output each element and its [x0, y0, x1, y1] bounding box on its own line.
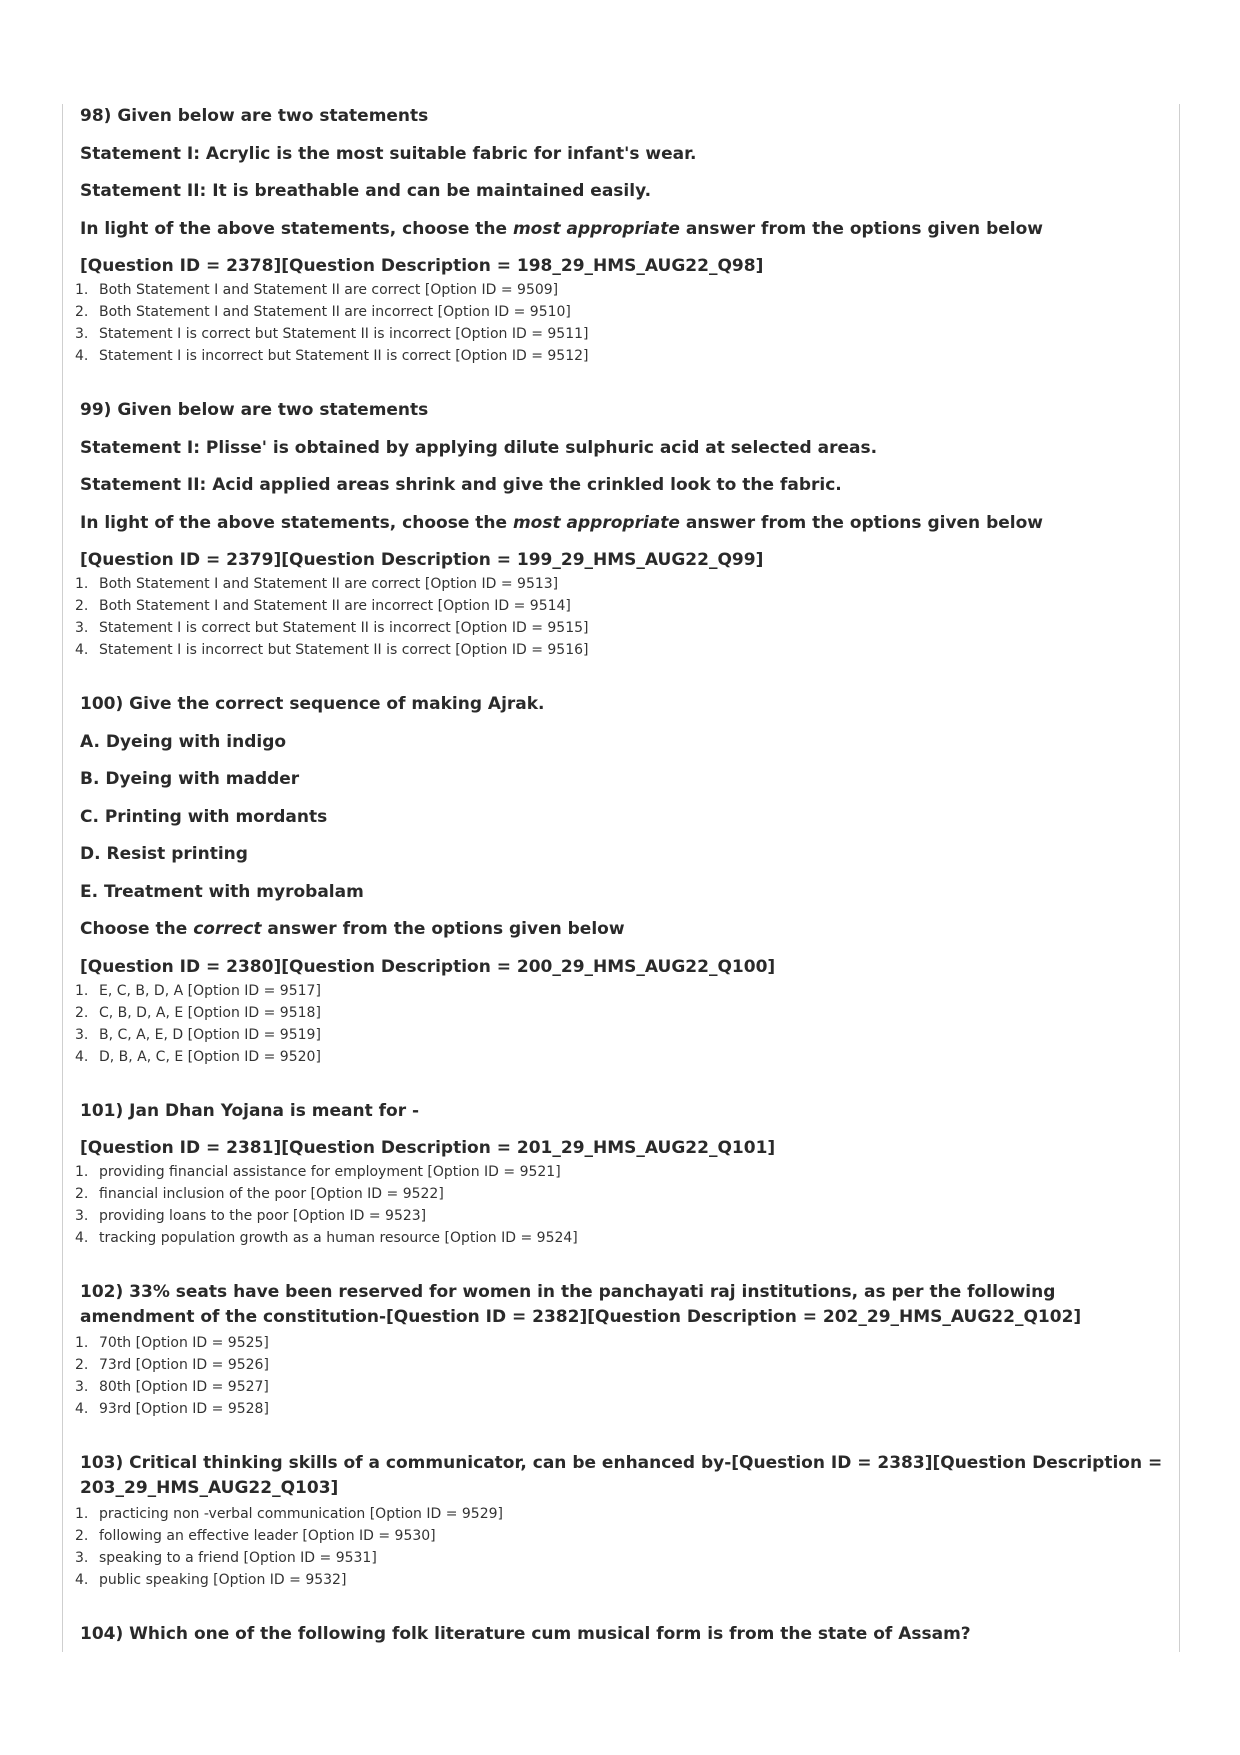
option-text: providing financial assistance for employment [Option ID = 9521] — [99, 1164, 561, 1180]
question-head: 100) Give the correct sequence of making Ajrak. — [80, 694, 545, 714]
question-gap — [80, 1591, 1165, 1622]
option-item — [75, 1332, 1165, 1354]
question-104 — [80, 1622, 1165, 1647]
sequence-step: B. Dyeing with madder — [80, 769, 300, 789]
option-number: 2. — [75, 1004, 89, 1021]
option-number: 4. — [75, 1401, 89, 1417]
option-item — [75, 1161, 1165, 1183]
option-item — [75, 1569, 1165, 1591]
question-101 — [75, 1099, 1165, 1250]
question-meta: [Question ID = 2380][Question Description = 200_29_HMS_AUG22_Q100] — [80, 956, 776, 977]
option-text: practicing non -verbal communication [Option ID = 9529] — [99, 1506, 503, 1522]
option-number: 1. — [75, 982, 89, 999]
option-number: 3. — [75, 326, 89, 342]
option-text: following an effective leader [Option ID = 9530] — [99, 1528, 436, 1544]
option-number: 1. — [75, 576, 89, 592]
instruction-emphasis: most appropriate — [512, 218, 680, 239]
option-number: 2. — [75, 1528, 89, 1544]
option-text: E, C, B, D, A [Option ID = 9517] — [99, 982, 321, 999]
option-number: 3. — [75, 1208, 89, 1224]
option-list — [75, 279, 1165, 367]
option-text: Both Statement I and Statement II are correct [Option ID = 9509] — [99, 282, 559, 298]
instruction-pre: In light of the above statements, choose the — [80, 218, 513, 239]
option-text: Statement I is incorrect but Statement II is correct [Option ID = 9512] — [99, 348, 589, 364]
question-head: 101) Jan Dhan Yojana is meant for - — [80, 1100, 420, 1121]
option-text: Both Statement I and Statement II are incorrect [Option ID = 9514] — [99, 598, 571, 614]
option-item — [75, 1024, 1165, 1046]
option-item — [75, 279, 1165, 301]
option-text: speaking to a friend [Option ID = 9531] — [99, 1550, 377, 1566]
question-head: 104) Which one of the following folk literature cum musical form is from the state of Assam? — [80, 1624, 971, 1644]
instruction-emphasis: most appropriate — [512, 512, 680, 533]
option-list — [75, 1503, 1165, 1591]
question-gap — [80, 1249, 1165, 1280]
question-gap — [80, 1420, 1165, 1451]
option-number: 4. — [75, 1048, 89, 1065]
question-head: 99) Given below are two statements — [80, 400, 429, 420]
option-number: 1. — [75, 282, 89, 298]
option-number: 3. — [75, 1379, 89, 1395]
option-item — [75, 1547, 1165, 1569]
instruction-line — [80, 917, 1165, 942]
option-text: B, C, A, E, D [Option ID = 9519] — [99, 1026, 321, 1043]
option-number: 4. — [75, 348, 89, 364]
option-item — [75, 345, 1165, 367]
option-number: 1. — [75, 1506, 89, 1522]
question-gap — [80, 661, 1165, 692]
option-text: tracking population growth as a human resource [Option ID = 9524] — [99, 1230, 578, 1246]
option-item — [75, 1398, 1165, 1420]
question-meta: [Question ID = 2379][Question Description = 199_29_HMS_AUG22_Q99] — [80, 550, 764, 570]
option-text: Both Statement I and Statement II are incorrect [Option ID = 9510] — [99, 304, 571, 320]
question-meta: [Question ID = 2378][Question Description = 198_29_HMS_AUG22_Q98] — [80, 256, 764, 276]
statement-line: Statement II: It is breathable and can be maintained easily. — [80, 181, 652, 201]
option-item — [75, 1376, 1165, 1398]
option-number: 4. — [75, 1230, 89, 1246]
sequence-step: A. Dyeing with indigo — [80, 731, 287, 752]
option-item — [75, 1205, 1165, 1227]
option-text: 70th [Option ID = 9525] — [99, 1335, 269, 1351]
sequence-step: D. Resist printing — [80, 844, 248, 864]
question-gap — [80, 1068, 1165, 1099]
statement-line: Statement I: Acrylic is the most suitable fabric for infant's wear. — [80, 143, 697, 164]
instruction-line — [80, 217, 1165, 242]
option-text: 73rd [Option ID = 9526] — [99, 1357, 269, 1373]
statement-line: Statement I: Plisse' is obtained by applying dilute sulphuric acid at selected areas. — [80, 437, 878, 458]
option-number: 3. — [75, 1026, 89, 1043]
instruction-pre: In light of the above statements, choose the — [80, 512, 513, 533]
option-number: 3. — [75, 1550, 89, 1566]
option-item — [75, 301, 1165, 323]
option-item — [75, 1183, 1165, 1205]
option-number: 3. — [75, 620, 89, 636]
option-number: 4. — [75, 1572, 89, 1588]
option-item — [75, 1525, 1165, 1547]
option-item — [75, 1046, 1165, 1068]
sequence-step: C. Printing with mordants — [80, 806, 328, 827]
option-item — [75, 1503, 1165, 1525]
option-number: 2. — [75, 1357, 89, 1373]
option-list — [75, 573, 1165, 661]
option-item — [75, 595, 1165, 617]
option-text: providing loans to the poor [Option ID = 9523] — [99, 1208, 427, 1224]
instruction-post: answer from the options given below — [679, 512, 1043, 533]
option-item — [75, 1354, 1165, 1376]
option-text: Both Statement I and Statement II are correct [Option ID = 9513] — [99, 576, 559, 592]
sequence-step: E. Treatment with myrobalam — [80, 881, 364, 902]
option-number: 2. — [75, 598, 89, 614]
option-text: C, B, D, A, E [Option ID = 9518] — [99, 1004, 321, 1021]
option-text: 93rd [Option ID = 9528] — [99, 1401, 269, 1417]
option-item — [75, 573, 1165, 595]
question-98 — [75, 104, 1165, 367]
option-item — [75, 639, 1165, 661]
instruction-post: answer from the options given below — [679, 218, 1043, 239]
option-item — [75, 323, 1165, 345]
option-number: 1. — [75, 1335, 89, 1351]
question-head: 103) Critical thinking skills of a communicator, can be enhanced by-[Question ID = 2383][Question Description = 203_29_HMS_AUG22_Q103] — [80, 1453, 1163, 1498]
option-text: Statement I is correct but Statement II is incorrect [Option ID = 9511] — [99, 326, 589, 342]
option-item — [75, 1002, 1165, 1024]
instruction-emphasis: correct — [193, 919, 262, 939]
statement-line: Statement II: Acid applied areas shrink and give the crinkled look to the fabric. — [80, 475, 842, 495]
question-meta: [Question ID = 2381][Question Description = 201_29_HMS_AUG22_Q101] — [80, 1138, 776, 1158]
instruction-line — [80, 511, 1165, 536]
option-number: 2. — [75, 1186, 89, 1202]
option-text: financial inclusion of the poor [Option ID = 9522] — [99, 1186, 444, 1202]
option-text: Statement I is incorrect but Statement II is correct [Option ID = 9516] — [99, 642, 589, 658]
question-head: 102) 33% seats have been reserved for women in the panchayati raj institutions, as per the following amendment of the constitution-[Question ID = 2382][Question Description = 202_29_HMS_AUG22_Q102] — [80, 1282, 1082, 1327]
option-list — [75, 1332, 1165, 1420]
option-list — [75, 980, 1165, 1068]
question-100 — [75, 692, 1165, 1068]
option-item — [75, 980, 1165, 1002]
option-item — [75, 617, 1165, 639]
question-102 — [75, 1280, 1165, 1420]
question-head: 98) Given below are two statements — [80, 106, 429, 126]
option-item — [75, 1227, 1165, 1249]
question-103 — [75, 1451, 1165, 1591]
option-text: 80th [Option ID = 9527] — [99, 1379, 269, 1395]
option-list — [75, 1161, 1165, 1249]
option-text: Statement I is correct but Statement II is incorrect [Option ID = 9515] — [99, 620, 589, 636]
instruction-pre: Choose the — [80, 919, 194, 939]
option-number: 4. — [75, 642, 89, 658]
question-99 — [75, 398, 1165, 661]
question-list — [75, 104, 1165, 1660]
option-text: public speaking [Option ID = 9532] — [99, 1572, 347, 1588]
option-number: 2. — [75, 304, 89, 320]
option-number: 1. — [75, 1164, 89, 1180]
question-gap — [80, 367, 1165, 398]
option-text: D, B, A, C, E [Option ID = 9520] — [99, 1048, 321, 1065]
instruction-post: answer from the options given below — [261, 919, 625, 939]
